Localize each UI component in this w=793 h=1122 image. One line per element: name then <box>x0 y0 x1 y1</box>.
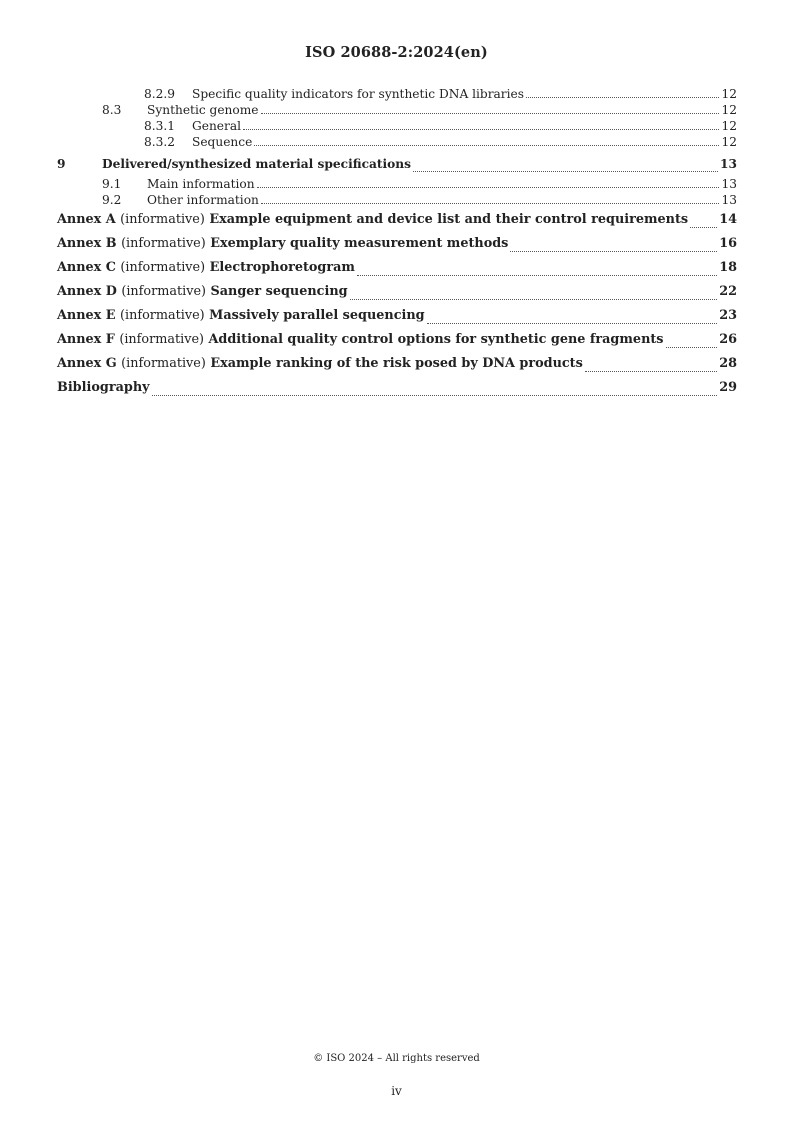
toc-annex-g[interactable] <box>57 352 737 376</box>
annex-title: Example ranking of the risk posed by DNA products <box>210 356 583 371</box>
toc-entry-page: 13 <box>721 177 737 191</box>
annex-title: Electrophoretogram <box>209 260 355 275</box>
toc-entry-page: 12 <box>721 119 737 133</box>
dot-leader <box>510 251 717 252</box>
toc-entry-title: Main information <box>147 177 255 191</box>
toc-entry-title: Delivered/synthesized material specifications <box>102 157 412 171</box>
toc-annex-e[interactable] <box>57 304 737 328</box>
annex-title: Exemplary quality measurement methods <box>210 236 509 251</box>
toc-entry-page: 23 <box>719 308 737 323</box>
toc-entry-page: 12 <box>721 87 737 101</box>
toc-entry-page: 14 <box>719 212 737 227</box>
toc-entry-8-3[interactable] <box>57 102 737 118</box>
toc-entry-8-3-1[interactable] <box>57 118 737 134</box>
toc-entry-title: Bibliography <box>57 380 150 395</box>
page-number: iv <box>391 1084 402 1098</box>
dot-leader <box>152 395 718 396</box>
annex-label: Annex D <box>57 284 117 299</box>
toc-bibliography[interactable] <box>57 376 737 400</box>
toc-entry-title: General <box>192 119 241 133</box>
toc-entry-9[interactable] <box>57 152 737 176</box>
toc-entry-number: 9.1 <box>102 177 122 191</box>
toc-entry-number: 9.2 <box>102 193 122 207</box>
dot-leader <box>261 113 720 114</box>
annex-type: (informative) <box>120 212 205 227</box>
annex-type: (informative) <box>119 332 205 347</box>
toc-entry-title: Specific quality indicators for synthetic DNA libraries <box>192 87 524 101</box>
annex-type: (informative) <box>120 260 206 275</box>
toc-entry-page: 13 <box>720 157 737 171</box>
toc-annex-a[interactable] <box>57 208 737 232</box>
document-header: ISO 20688-2:2024(en) <box>305 44 488 61</box>
dot-leader <box>261 203 720 204</box>
toc-entry-title: Synthetic genome <box>147 103 259 117</box>
annex-label: Annex G <box>57 356 117 371</box>
toc-entry-9-2[interactable] <box>57 192 737 208</box>
dot-leader <box>427 323 718 324</box>
toc-entry-title: Other information <box>147 193 259 207</box>
dot-leader <box>350 299 718 300</box>
toc-entry-page: 22 <box>719 284 737 299</box>
annex-title: Sanger sequencing <box>210 284 348 299</box>
dot-leader <box>690 227 717 228</box>
toc-entry-8-3-2[interactable] <box>57 134 737 150</box>
toc-annex-c[interactable] <box>57 256 737 280</box>
toc-entry-page: 16 <box>719 236 737 251</box>
copyright-notice: © ISO 2024 – All rights reserved <box>313 1053 480 1064</box>
annex-label: Annex C <box>57 260 116 275</box>
annex-label: Annex F <box>57 332 115 347</box>
toc-entry-page: 29 <box>719 380 737 395</box>
toc-entry-page: 28 <box>719 356 737 371</box>
toc-entry-page: 13 <box>721 193 737 207</box>
table-of-contents <box>57 86 737 400</box>
annex-label: Annex E <box>57 308 116 323</box>
toc-annex-d[interactable] <box>57 280 737 304</box>
dot-leader <box>257 187 720 188</box>
annex-type: (informative) <box>120 308 205 323</box>
dot-leader <box>666 347 718 348</box>
annex-type: (informative) <box>121 284 207 299</box>
toc-entry-page: 26 <box>719 332 737 347</box>
toc-entry-page: 12 <box>721 135 737 149</box>
toc-entry-page: 18 <box>719 260 737 275</box>
dot-leader <box>413 171 718 172</box>
dot-leader <box>585 371 717 372</box>
annex-title: Example equipment and device list and their control requirements <box>209 212 689 227</box>
toc-entry-title: Sequence <box>192 135 253 149</box>
toc-entry-page: 12 <box>721 103 737 117</box>
toc-entry-number: 9 <box>57 157 66 171</box>
dot-leader <box>243 129 719 130</box>
annex-type: (informative) <box>121 356 206 371</box>
dot-leader <box>357 275 717 276</box>
annex-label: Annex A <box>57 212 116 227</box>
dot-leader <box>526 97 719 98</box>
toc-entry-number: 8.3.2 <box>144 135 176 149</box>
toc-annex-f[interactable] <box>57 328 737 352</box>
toc-entry-9-1[interactable] <box>57 176 737 192</box>
toc-entry-number: 8.2.9 <box>144 87 176 101</box>
toc-annex-b[interactable] <box>57 232 737 256</box>
toc-entry-number: 8.3.1 <box>144 119 176 133</box>
dot-leader <box>254 145 719 146</box>
annex-label: Annex B <box>57 236 117 251</box>
annex-title: Massively parallel sequencing <box>209 308 425 323</box>
annex-type: (informative) <box>121 236 206 251</box>
toc-entry-8-2-9[interactable] <box>57 86 737 102</box>
toc-entry-number: 8.3 <box>102 103 122 117</box>
annex-title: Additional quality control options for synthetic gene fragments <box>208 332 664 347</box>
